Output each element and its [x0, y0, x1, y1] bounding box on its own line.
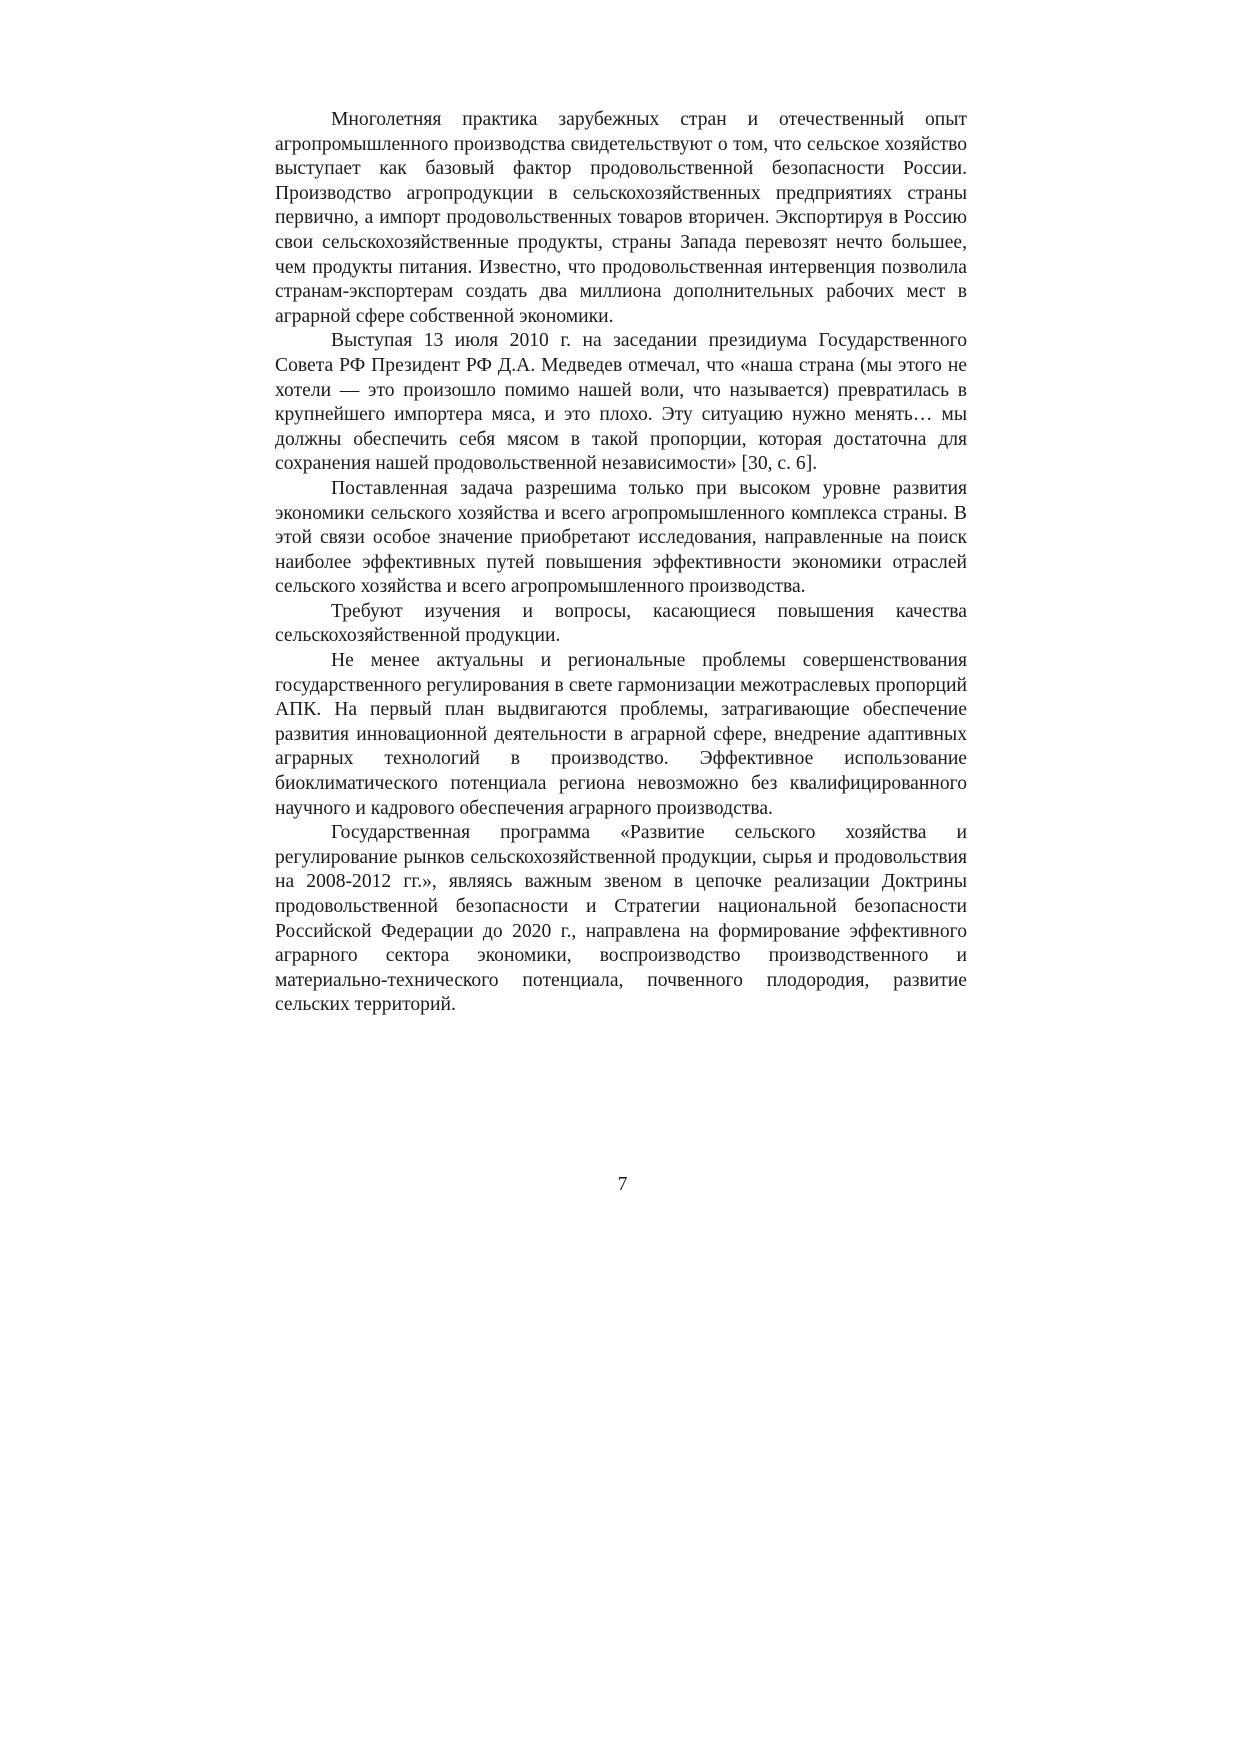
paragraph: Не менее актуальны и региональные проблемы совершенствования государственного регулирования в свете гармонизации межотраслевых пропорций АПК. На первый план выдвигаются проблемы, затрагивающие обеспечение развития инновационной деятельности в аграрной сфере, внедрение адаптивных аграрных технологий в производство. Эффективное использование биоклиматического потенциала региона невозможно без квалифицированного научного и кадрового обеспечения аграрного производства. [275, 650, 967, 819]
paragraph: Государственная программа «Развитие сельского хозяйства и регулирование рынков сельскохозяйственной продукции, сырья и продовольствия на 2008-2012 гг.», являясь важным звеном в цепочке реализации Доктрины продовольственной безопасности и Стратегии национальной безопасности Российской Федерации до 2020 г., направлена на формирование эффективного аграрного сектора экономики, воспроизводство производственного и материально-технического потенциала, почвенного плодородия, развитие сельских территорий. [275, 822, 967, 1016]
page-number: 7 [617, 1174, 628, 1195]
paragraph: Выступая 13 июля 2010 г. на заседании президиума Государственного Совета РФ Президент РФ Д.А. Медведев отмечал, что «наша страна (мы этого не хотели — это произошло помимо нашей воли, что называется) превратилась в крупнейшего импортера мяса, и это плохо. Эту ситуацию нужно менять… мы должны обеспечить себя мясом в такой пропорции, которая достаточна для сохранения нашей продовольственной независимости» [30, с. 6]. [275, 330, 967, 475]
paragraph: Поставленная задача разрешима только при высоком уровне развития экономики сельского хозяйства и всего агропромышленного комплекса страны. В этой связи особое значение приобретают исследования, направленные на поиск наиболее эффективных путей повышения эффективности экономики отраслей сельского хозяйства и всего агропромышленного производства. [275, 477, 967, 598]
paragraph: Многолетняя практика зарубежных стран и отечественный опыт агропромышленного производства свидетельствуют о том, что сельское хозяйство выступает как базовый фактор продовольственной безопасности России. Производство агропродукции в сельскохозяйственных предприятиях страны первично, а импорт продовольственных товаров вторичен. Экспортируя в Россию свои сельскохозяйственные продукты, страны Запада перевозят нечто большее, чем продукты питания. Известно, что продовольственная интервенция позволила странам-экспортерам создать два миллиона дополнительных рабочих мест в аграрной сфере собственной экономики. [275, 109, 967, 327]
paragraph: Требуют изучения и вопросы, касающиеся повышения качества сельскохозяйственной продукции. [275, 600, 967, 647]
body-text [275, 108, 967, 1018]
